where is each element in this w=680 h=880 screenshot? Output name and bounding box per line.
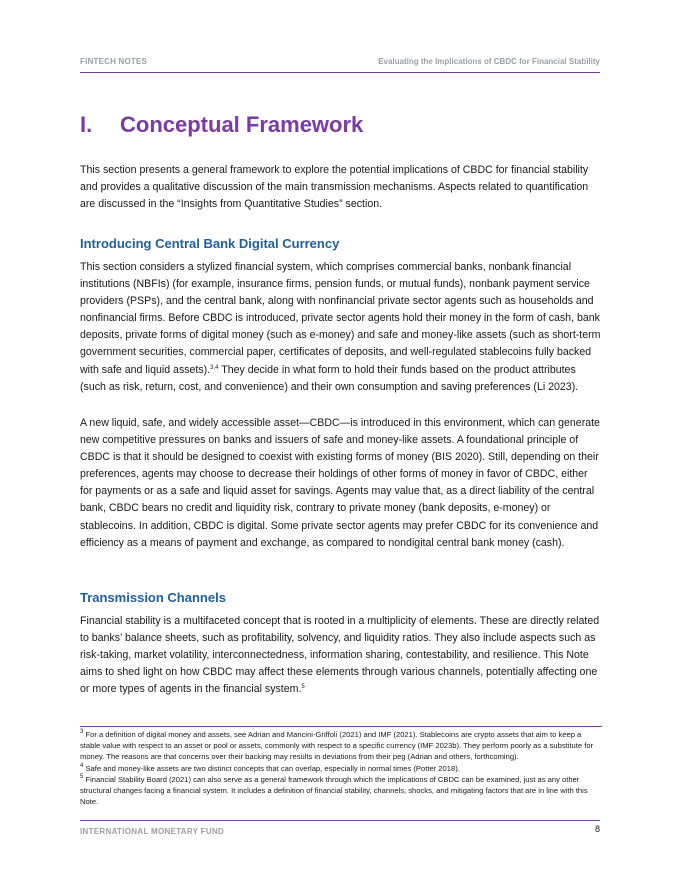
footnote-number: 3 [80,729,84,735]
header-document-title: Evaluating the Implications of CBDC for Financial Stability [378,57,600,66]
intro-paragraph: This section presents a general framework to explore the potential implications of CBDC for financial stability and provides a qualitative discussion of the main transmission mechanisms. Aspects related to quantification are discussed in the “Insights from Quantitative Studies” section. [80,164,589,211]
footnote-text: For a definition of digital money and assets, see Adrian and Mancini-Griffoli (2021) and IMF (2021). Stablecoins are crypto assets that aim to keep a stable value with respect to an asset or pool or assets, commonly with respect to a specific currency (IMF 2023b). They perform poorly as a substitute for money. The reasons are that concerns over their backing may results in deviations from their peg (Adrian and others, forthcoming). [80,730,594,762]
section1-paragraph-2: A new liquid, safe, and widely accessible asset—CBDC—is introduced in this environment, which can generate new competitive pressures on banks and issuers of safe and money-like assets. A foundational principle of CBDC is that it should be designed to coexist with existing forms of money (BIS 2020). Still, depending on their preferences, agents may choose to decrease their holdings of other forms of money in favor of CBDC, either for payments or as a safe and liquid asset for savings. Agents may value that, as a direct liability of the central bank, CBDC bears no credit and liquidity risk, contrary to private money (bank deposits, e-money) or stablecoins. In addition, CBDC is digital. Some private sector agents may prefer CBDC for its convenience and efficiency as a means of payment and exchange, as compared to nondigital central bank money (cash). [80,417,600,549]
section-heading-introducing-cbdc: Introducing Central Bank Digital Currency [80,236,340,251]
section2-paragraph-text: Financial stability is a multifaceted concept that is rooted in a multiplicity of elements. These are directly related to banks’ balance sheets, such as profitability, solvency, and liquidity ratios. They also include aspects such as risk-taking, market volatility, interconnectedness, information sharing, contestability, and resilience. This Note aims to shed light on how CBDC may affect these elements through various channels, potentially affecting one or more types of agents in the financial system. [80,615,600,696]
footnote-5 [80,774,602,808]
footnote-number: 4 [80,762,84,769]
footnote-ref-3-4: 3,4 [210,364,219,371]
footer-rule [80,820,600,821]
header-series-label: FINTECH NOTES [80,57,148,66]
section2-paragraph [80,613,602,698]
running-header [80,56,600,73]
footnote-text: Safe and money-like assets are two distinct concepts that can overlap, especially in normal times (Potter 2018). [83,763,460,773]
document-page [80,0,600,880]
chapter-heading [80,112,363,138]
section1-paragraph-1 [80,259,602,396]
chapter-title: Conceptual Framework [120,112,364,137]
footer-organization: INTERNATIONAL MONETARY FUND [80,827,225,836]
section1-paragraph-1-tail: They decide in what form to hold their funds based on the product attributes (such as risk, return, cost, and convenience) and their own consumption and saving preferences (Li 2023). [80,363,579,393]
footnote-3 [80,729,602,763]
footnote-text: Financial Stability Board (2021) can also serve as a general framework through which the implications of CBDC can be examined, just as any other structural changes facing a financial system. It includes a definition of financial stability, channels, shocks, and mitigating factors that are in line with this Note. [80,774,588,807]
footnote-number: 5 [80,773,84,780]
section-heading-transmission-channels: Transmission Channels [80,590,226,605]
footnotes [80,726,602,807]
footnote-ref-5: 5 [301,684,305,691]
section1-paragraph-1-text: This section considers a stylized financial system, which comprises commercial banks, nonbank financial institutions (NBFIs) (for example, insurance firms, pension funds, or mutual funds), nonbank payment service providers (PSPs), and the central bank, along with nonfinancial private sector agents such as households and nonfinancial firms. Before CBDC is introduced, private sector agents hold their money in the form of cash, bank deposits, private forms of digital money (such as e-money) and safe and money-like assets (such as short-term government securities, commercial paper, certificates of deposits, and well-regulated stablecoins fully backed with safe and liquid assets). [80,261,601,376]
chapter-number: I. [80,112,93,137]
footnote-4 [80,763,602,774]
page-number: 8 [594,824,600,834]
